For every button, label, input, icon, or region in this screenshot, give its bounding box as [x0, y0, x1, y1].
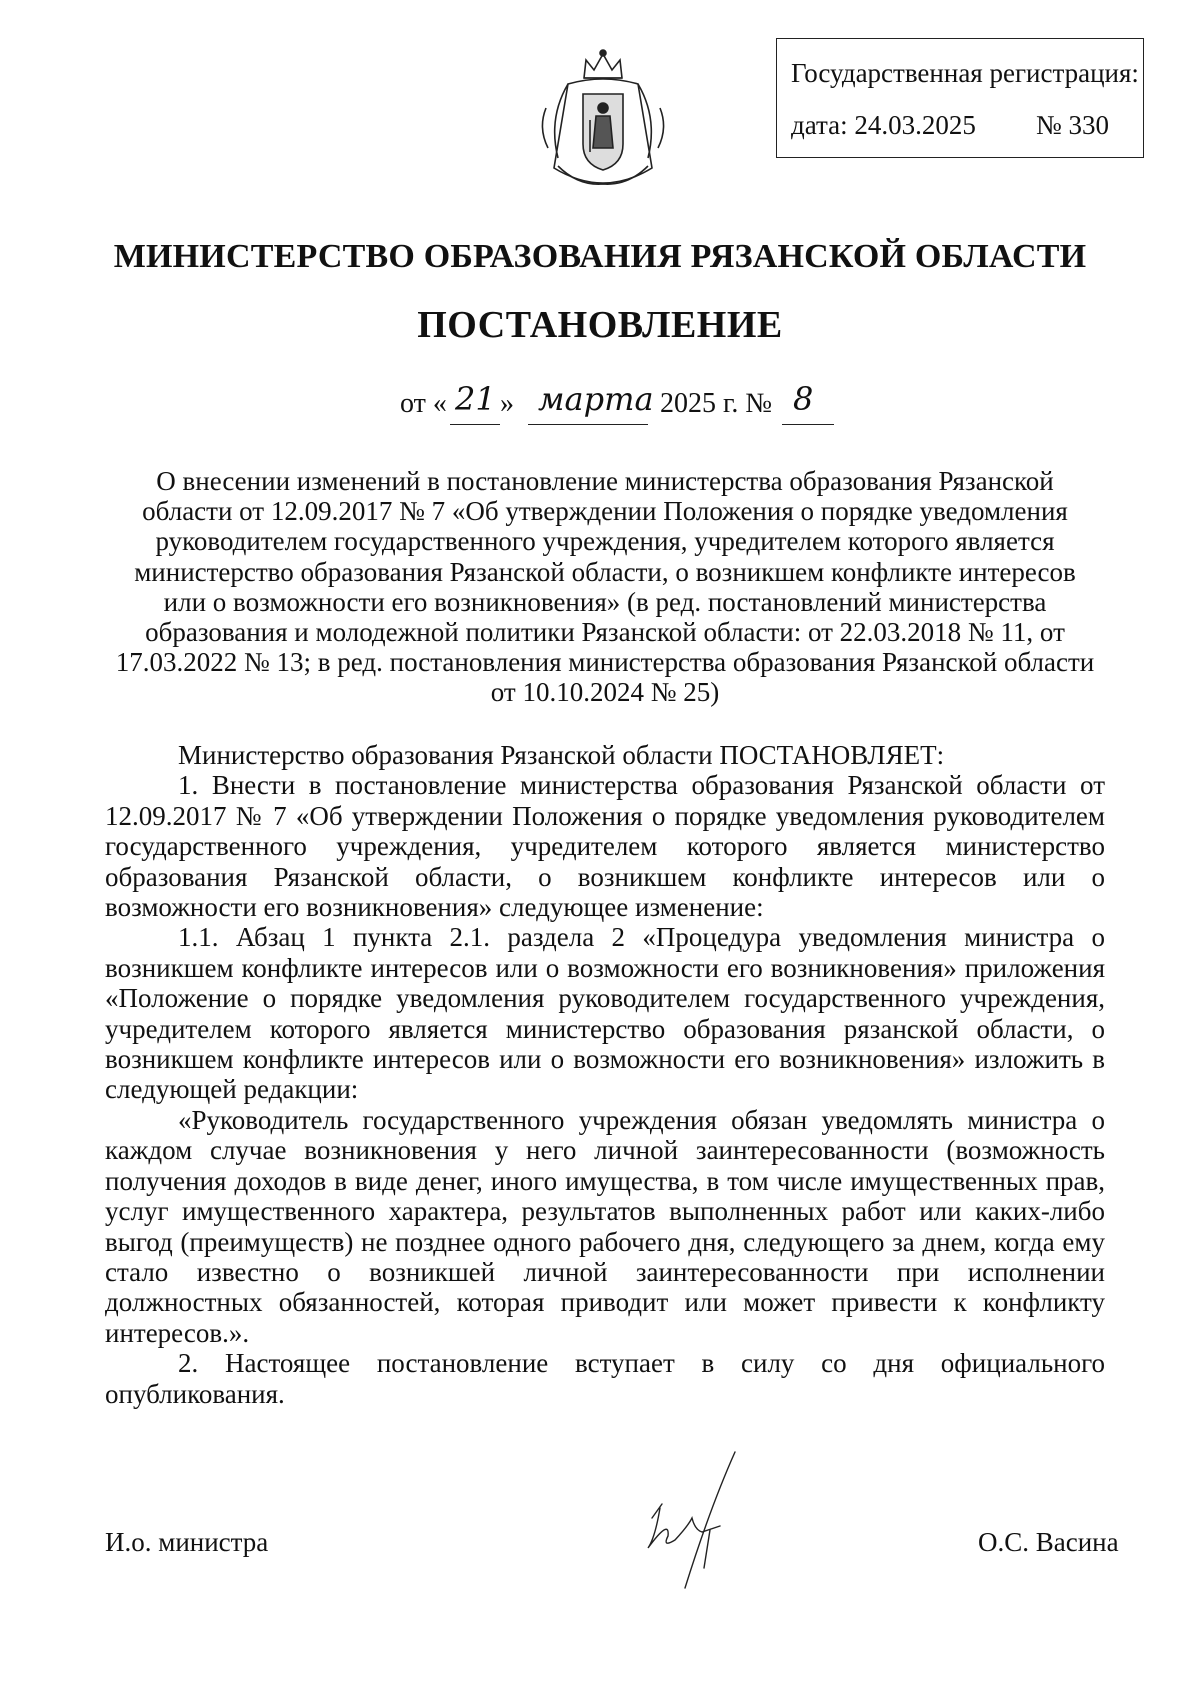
signatory-name: О.С. Васина: [978, 1527, 1119, 1557]
date-prefix: от «: [400, 388, 447, 419]
quoted-paragraph: «Руководитель государственного учреждения обязан уведомлять министра о каждом случае возникновения у него личной заинтересованности (возможность получения доходов в виде денег, иного имущества, в том числе имущественных прав, услуг имущественного характера, результатов выполненных работ или каких-либо выгод (преимуществ) не позднее одного рабочего дня, следующего за днем, когда ему стало известно о возникшей личной заинтересованности при исполнении должностных обязанностей, которая приводит или может привести к конфликту интересов.».: [105, 1104, 1105, 1348]
preamble: Министерство образования Рязанской области ПОСТАНОВЛЯЕТ:: [178, 740, 945, 770]
ministry-title: МИНИСТЕРСТВО ОБРАЗОВАНИЯ РЯЗАНСКОЙ ОБЛАСТИ: [113, 238, 1087, 275]
registration-box: [776, 38, 1144, 158]
ryazan-coat-of-arms-icon: [528, 48, 678, 198]
paragraph-1-1: 1.1. Абзац 1 пункта 2.1. раздела 2 «Процедура уведомления министра о возникшем конфликте интересов или о возможности его возникновения» приложения «Положение о порядке уведомления руководителем государственного учреждения, учредителем которого является министерство образования рязанской области, о возникшем конфликте интересов или о возможности его возникновения» изложить в следующей редакции:: [105, 922, 1105, 1105]
registration-number: № 330: [1036, 110, 1110, 140]
document-type: ПОСТАНОВЛЕНИЕ: [417, 304, 783, 346]
date-day: 21: [455, 380, 496, 418]
registration-title: Государственная регистрация:: [791, 58, 1139, 88]
date-number: 8: [793, 380, 814, 418]
date-close-quote: »: [500, 388, 514, 419]
date-month: марта: [538, 380, 654, 418]
document-subject: О внесении изменений в постановление министерства образования Рязанской области от 12.09.2017 № 7 «Об утверждении Положения о порядке уведомления руководителем государственного учреждения, учредителем которого является министерство образования Рязанской области, о возникшем конфликте интересов или о возможности его возникновения» (в ред. постановлений министерства образования и молодежной политики Рязанской области: от 22.03.2018 № 11, от 17.03.2022 № 13; в ред. постановления министерства образования Рязанской области от 10.10.2024 № 25): [115, 466, 1095, 708]
paragraph-2: 2. Настоящее постановление вступает в силу со дня официального опубликования.: [105, 1348, 1105, 1409]
registration-date: дата: 24.03.2025: [791, 110, 976, 140]
signatory-role: И.о. министра: [105, 1527, 269, 1557]
paragraph-1: 1. Внести в постановление министерства образования Рязанской области от 12.09.2017 № 7 «Об утверждении Положения о порядке уведомления руководителем государственного учреждения, учредителем которого является министерство образования Рязанской области, о возникшем конфликте интересов или о возможности его возникновения» следующее изменение:: [105, 770, 1105, 923]
date-year: 2025 г. №: [660, 388, 773, 419]
handwritten-signature-icon: [640, 1448, 770, 1598]
document-body: [105, 740, 1105, 1409]
